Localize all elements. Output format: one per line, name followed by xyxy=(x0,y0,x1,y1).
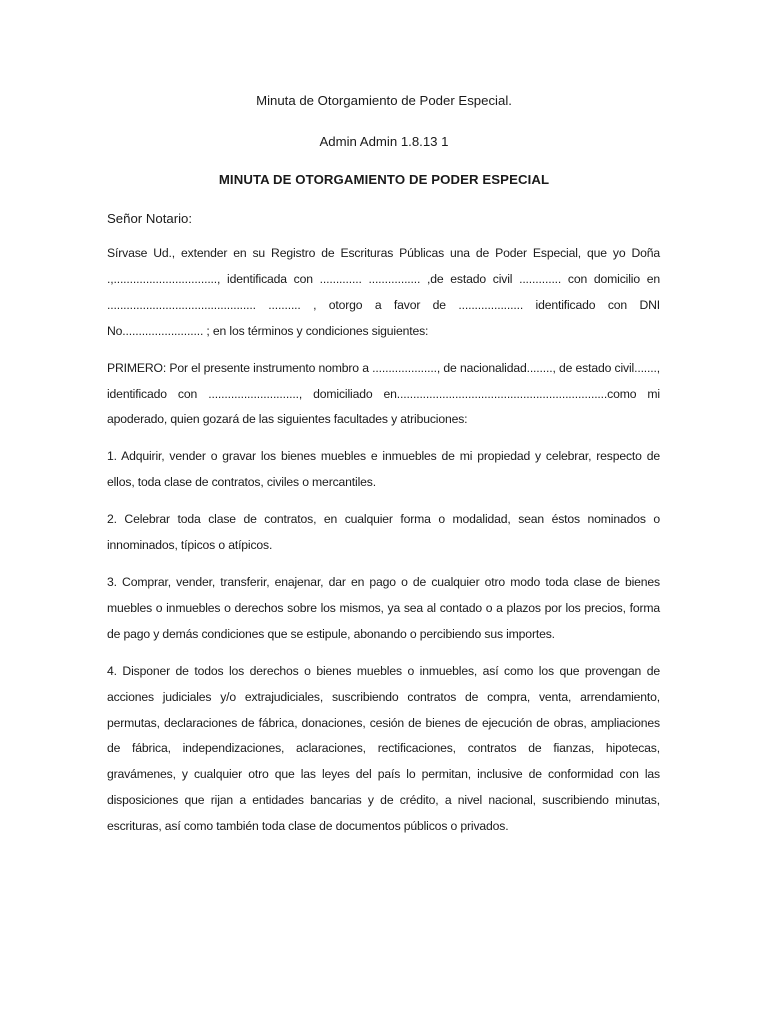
paragraph-intro: Sírvase Ud., extender en su Registro de Escrituras Públicas una de Poder Especial, que yo Doña .,................................, identificada con ............. ................ ,de estado civil ............. con domicilio en .............................................. .......... , otorgo a favor de .................... identificado con DNI No......................... ; en los términos y condiciones siguientes: xyxy=(107,246,660,338)
document-title: Minuta de Otorgamiento de Poder Especial. xyxy=(256,93,512,108)
paragraph-item-4: 4. Disponer de todos los derechos o bienes muebles o inmuebles, así como los que provengan de acciones judiciales y/o extrajudiciales, suscribiendo contratos de compra, venta, arrendamiento, permutas, declaraciones de fábrica, donaciones, cesión de bienes de ejecución de obras, ampliaciones de fábrica, independizaciones, aclaraciones, rectificaciones, contratos de fianzas, hipotecas, gravámenes, y cualquier otro que las leyes del país lo permitan, inclusive de conformidad con las disposiciones que rijan a entidades bancarias y de crédito, a nivel nacional, suscribiendo minutas, escrituras, así como también toda clase de documentos públicos o privados. xyxy=(107,663,660,834)
paragraph-item-2: 2. Celebrar toda clase de contratos, en cualquier forma o modalidad, sean éstos nominados o innominados, típicos o atípicos. xyxy=(107,512,660,553)
salutation: Señor Notario: xyxy=(107,211,193,226)
paragraph-item-1: 1. Adquirir, vender o gravar los bienes muebles e inmuebles de mi propiedad y celebrar, respecto de ellos, toda clase de contratos, civiles o mercantiles. xyxy=(107,449,660,490)
document-meta-line: Admin Admin 1.8.13 1 xyxy=(319,134,449,149)
paragraph-item-3: 3. Comprar, vender, transferir, enajenar, dar en pago o de cualquier otro modo toda clase de bienes muebles o inmuebles o derechos sobre los mismos, ya sea al contado o a plazos por los precios, forma de pago y demás condiciones que se estipule, abonando o percibiendo sus importes. xyxy=(107,574,660,641)
paragraph-primero: PRIMERO: Por el presente instrumento nombro a ...................., de nacionalidad........, de estado civil......., identificado con ............................, domiciliado en.................................................................como mi apoderado, quien gozará de las siguientes facultades y atribuciones: xyxy=(107,360,660,427)
document-body xyxy=(107,241,660,851)
document-heading: MINUTA DE OTORGAMIENTO DE PODER ESPECIAL xyxy=(218,172,550,187)
